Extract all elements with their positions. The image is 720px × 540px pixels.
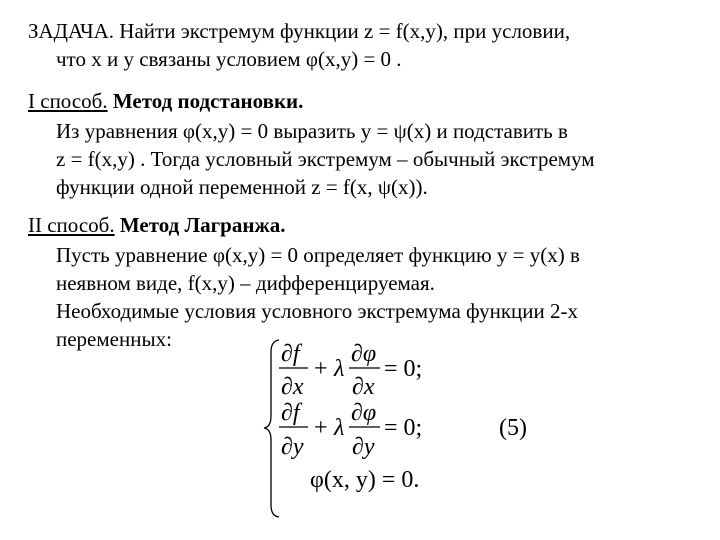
method2-line-1: Пусть уравнение φ(x,y) = 0 определяет функцию y = y(x) в [56,243,580,267]
eq2-dy: ∂y [281,434,304,460]
eq2-plus: + [314,415,328,441]
eq1-plus: + [314,356,328,382]
task-line-1: ЗАДАЧА. Найти экстремум функции z = f(x,y), при условии, [28,19,571,43]
method2-label: II способ. [28,213,115,237]
method1-line-2: z = f(x,y) . Тогда условный экстремум – обычный экстремум [56,147,595,171]
method1-label: I способ. [28,89,108,113]
eq1-df: ∂f [281,341,300,367]
method2-line-2: неявном виде, f(x,y) – дифференцируемая. [56,271,435,295]
eq3: φ(x, y) = 0. [310,467,420,493]
method2-title: Метод Лагранжа. [119,213,286,237]
method1-line-1: Из уравнения φ(x,y) = 0 выразить y = ψ(x) и подставить в [56,119,568,143]
method1-line-3: функции одной переменной z = f(x, ψ(x)). [56,175,428,199]
eq1-dx: ∂x [281,374,304,400]
eq2-dphi: ∂φ [351,400,377,426]
eq1-lambda: λ [334,356,345,382]
eq2-df: ∂f [281,400,300,426]
system-brace [264,340,279,517]
method2-line-4: переменных: [56,327,172,351]
eq1-dx2: ∂x [352,374,375,400]
method2-line-3: Необходимые условия условного экстремума функции 2-х [56,299,578,323]
eq1-rhs: = 0; [384,356,423,382]
eq2-lambda: λ [334,415,345,441]
task-line-2: что x и y связаны условием φ(x,y) = 0 . [56,47,402,71]
eq1-dphi: ∂φ [351,341,377,367]
eq2-rhs: = 0; [384,415,423,441]
equation-number: (5) [499,415,527,441]
eq2-dy2: ∂y [352,434,375,460]
method1-title: Метод подстановки. [112,89,304,113]
